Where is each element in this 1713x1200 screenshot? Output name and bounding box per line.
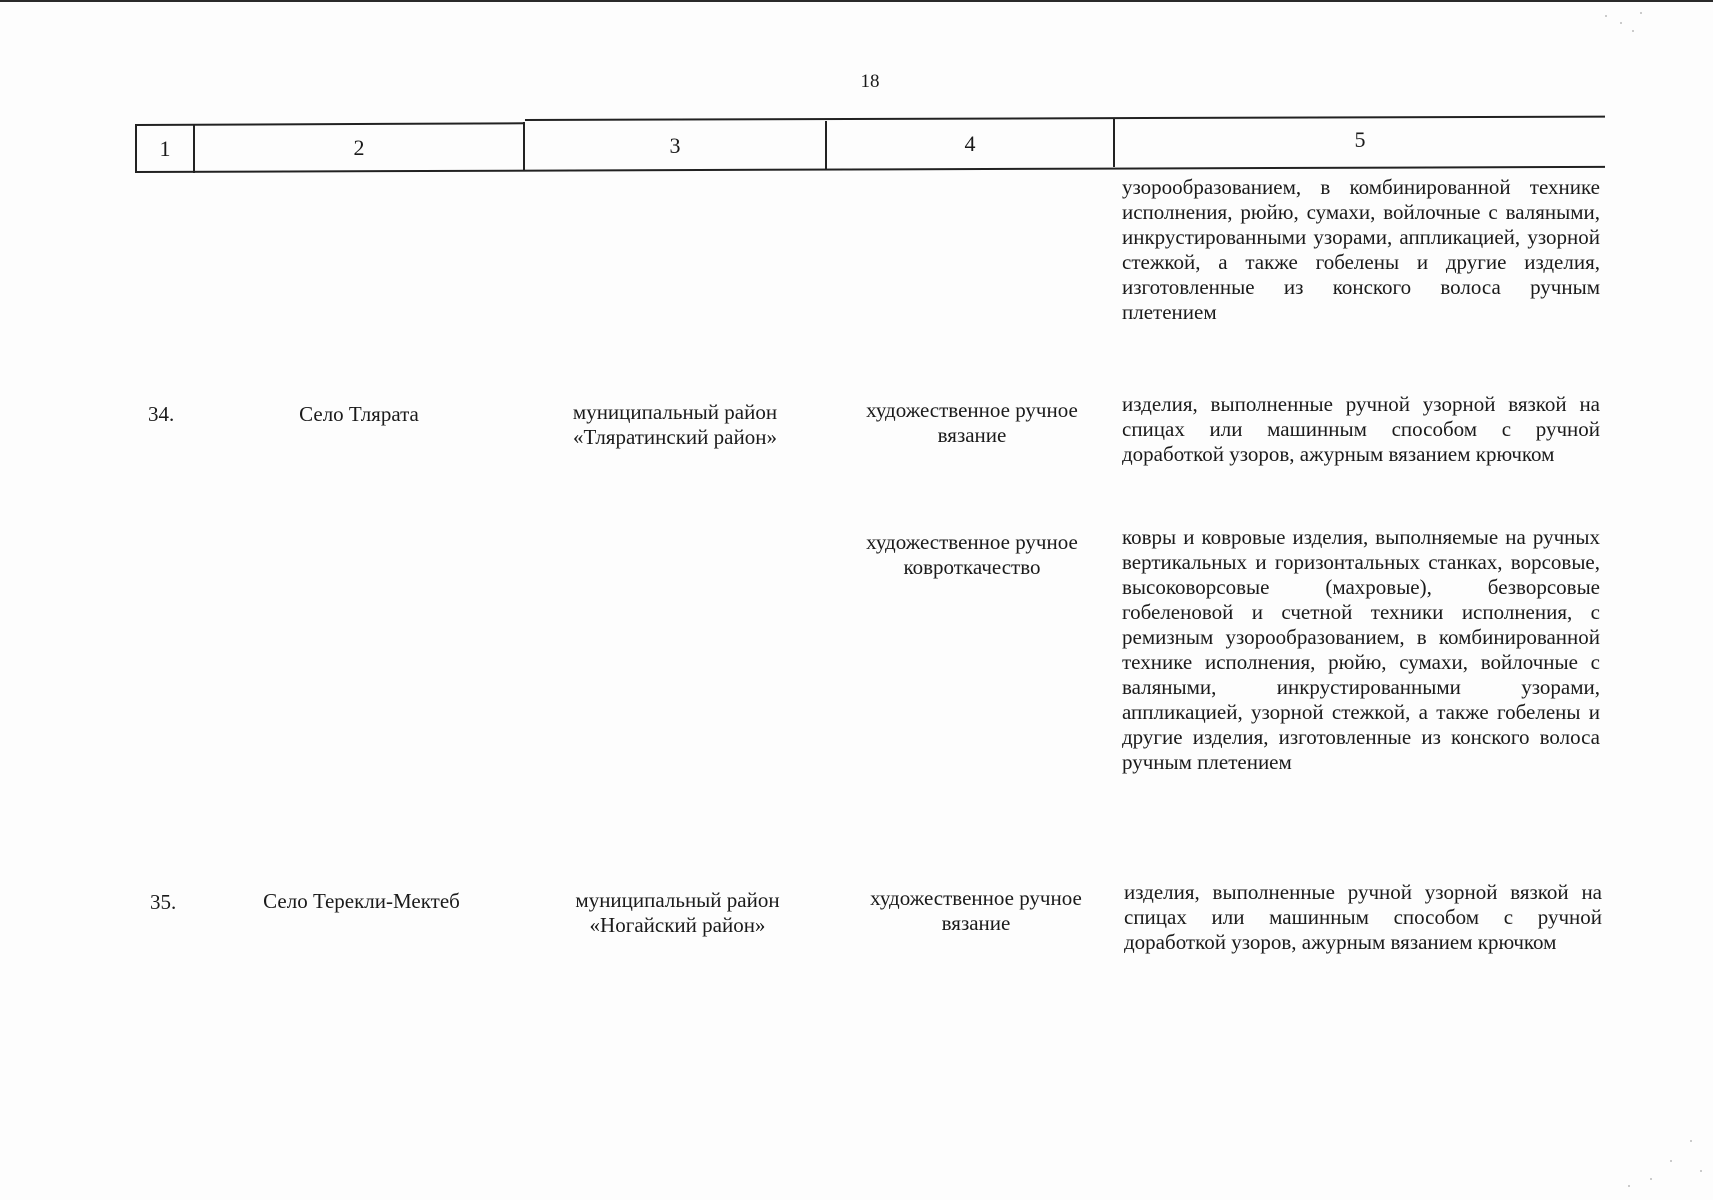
row-craft-name-2: художественное ручное ковроткачество bbox=[866, 530, 1078, 579]
header-col-2: 2 bbox=[353, 135, 365, 160]
row-number: 34. bbox=[148, 402, 175, 426]
header-top-border-right bbox=[525, 116, 1605, 121]
page-number: 18 bbox=[860, 71, 880, 92]
scan-speck bbox=[1628, 1185, 1630, 1187]
row-craft-name: художественное ручное вязание bbox=[870, 886, 1082, 935]
header-col-5: 5 bbox=[1354, 127, 1366, 152]
row-number: 35. bbox=[150, 890, 177, 914]
header-col-3: 3 bbox=[669, 133, 681, 158]
row-place: Село Терекли-Мектеб bbox=[263, 889, 460, 913]
scan-top-edge bbox=[0, 0, 1713, 2]
continuation-description: узорообразованием, в комбинированной технике исполнения, рюйю, сумахи, войлочные с валяными, инкрустированными узорами, аппликацией, узорной стежкой, а также гобелены и другие изделия, изготовленные из конского волоса ручным плетением bbox=[1122, 175, 1600, 324]
header-col-4: 4 bbox=[964, 131, 976, 156]
header-col-1: 1 bbox=[159, 136, 171, 161]
row-craft-description-2: ковры и ковровые изделия, выполняемые на ручных вертикальных и горизонтальных станках, ворсовые, высоковорсовые (махровые), безворсовые гобеленовой и счетной техники исполнения, с ремизным узорообразованием, в комбинированной технике исполнения, рюйю, сумахи, войлочные с валяными, инкрустированными узорами, аппликацией, узорной стежкой, а также гобелены и другие изделия, изготовленные из конского волоса ручным плетением bbox=[1122, 525, 1600, 774]
scan-speck bbox=[1640, 12, 1642, 14]
scan-speck bbox=[1605, 15, 1607, 17]
scan-speck bbox=[1700, 1170, 1702, 1172]
scan-speck bbox=[1670, 1160, 1672, 1162]
row-district: муниципальный район «Ногайский район» bbox=[575, 888, 780, 937]
row-district: муниципальный район «Тляратинский район» bbox=[572, 400, 778, 449]
row-craft-description: изделия, выполненные ручной узорной вязкой на спицах или машинным способом с ручной доработкой узоров, ажурным вязанием крючком bbox=[1122, 392, 1600, 466]
header-bottom-border bbox=[135, 166, 1605, 173]
row-craft-description: изделия, выполненные ручной узорной вязкой на спицах или машинным способом с ручной доработкой узоров, ажурным вязанием крючком bbox=[1124, 880, 1602, 954]
scan-speck bbox=[1650, 1178, 1652, 1180]
scan-speck bbox=[1632, 30, 1634, 32]
scan-speck bbox=[1620, 22, 1622, 24]
row-place: Село Тлярата bbox=[299, 402, 419, 426]
scan-speck bbox=[1690, 1140, 1692, 1142]
row-craft-name: художественное ручное вязание bbox=[866, 398, 1078, 447]
